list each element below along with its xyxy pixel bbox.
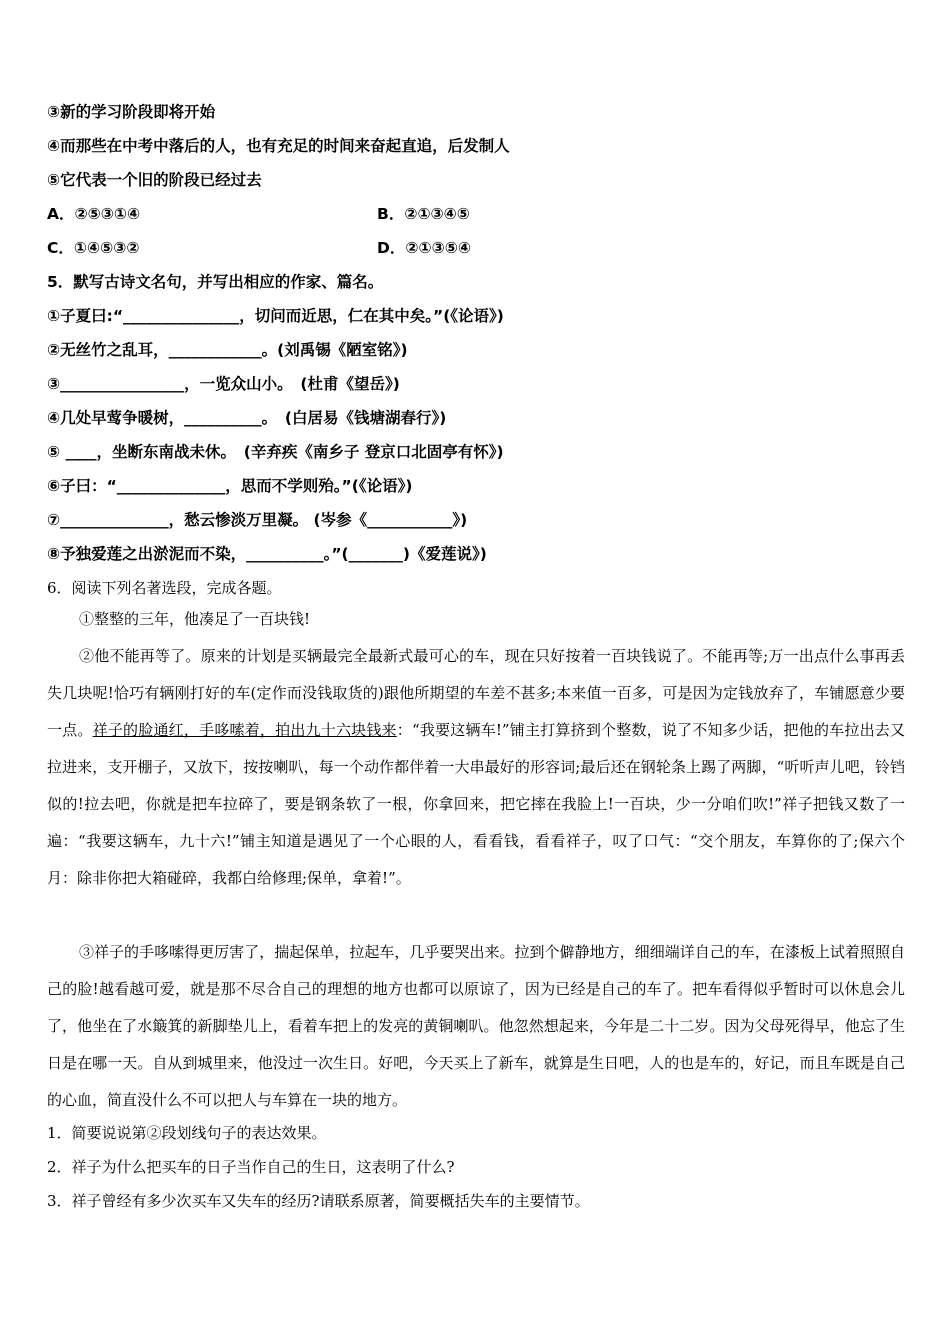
question-5-title: 5．默写古诗文名句，并写出相应的作家、篇名。: [47, 273, 384, 291]
passage-paragraph-1: [47, 601, 905, 638]
sentence-4: ④而那些在中考中落后的人，也有充足的时间来奋起直追，后发制人: [47, 137, 510, 155]
q5-item-5: ⑤ ____，坐断东南战未休。 (辛弃疾《南乡子 登京口北固亭有怀》): [47, 443, 504, 461]
passage-paragraph-2: [47, 638, 905, 897]
passage-p2-before: ②他不能再等了。原来的计划是买辆最完全最新式最可心的车，现在只好按着一百块钱说了。不能再等;万一出点什么事再丢失几块呢!恰巧有辆刚打好的车(定作而没钱取货的)跟他所期望的车差不甚多;本来值一百多，可是因为定钱放弃了，车铺愿意少要一点。: [47, 647, 905, 739]
passage-p3-text: ③祥子的手哆嗦得更厉害了，揣起保单，拉起车，几乎要哭出来。拉到个僻静地方，细细端详自己的车，在漆板上试着照照自己的脸!越看越可爱，就是那不尽合自己的理想的地方也都可以原谅了，因为已经是自己的车了。把车看得似乎暂时可以休息会儿了，他坐在了水簸箕的新脚垫儿上，看着车把上的发亮的黄铜喇叭。他忽然想起来，今年是二十二岁。因为父母死得早，他忘了生日是在哪一天。自从到城里来，他没过一次生日。好吧，今天买上了新车，就算是生日吧，人的也是车的，好记，而且车既是自己的心血，简直没什么不可以把人与车算在一块的地方。: [47, 943, 905, 1109]
options-row-1: [47, 203, 470, 225]
passage-p2-after: ：“我要这辆车!”铺主打算挤到个整数，说了不知多少话，把他的车拉出去又拉进来，支开棚子，又放下，按按喇叭，每一个动作都伴着一大串最好的形容词;最后还在钢轮条上踢了两脚，“听听声儿吧，铃铛似的!拉去吧，你就是把车拉碎了，要是钢条软了一根，你拿回来，把它摔在我脸上!一百块，少一分咱们吹!”祥子把钱又数了一遍：“我要这辆车，九十六!”铺主知道是遇见了一个心眼的人，看看钱，看看祥子，叹了口气：“交个朋友，车算你的了;保六个月：除非你把大箱碰碎，我都白给修理;保单，拿着!”。: [47, 721, 905, 887]
q5-item-3: ③________________，一览众山小。 (杜甫《望岳》): [47, 375, 400, 393]
q6-question-1: 1．简要说说第②段划线句子的表达效果。: [47, 1124, 327, 1142]
q5-item-6: ⑥子曰：“______________，思而不学则殆。”(《论语》): [47, 477, 413, 495]
question-6-title: 6．阅读下列名著选段，完成各题。: [47, 579, 282, 597]
sentence-5: ⑤它代表一个旧的阶段已经过去: [47, 171, 262, 189]
q6-question-3: 3．祥子曾经有多少次买车又失车的经历?请联系原著，简要概括失车的主要情节。: [47, 1192, 590, 1210]
passage-p1-text: ①整整的三年，他凑足了一百块钱!: [79, 610, 311, 628]
q5-item-7: ⑦______________，愁云惨淡万里凝。 (岑参《___________》): [47, 511, 468, 529]
passage-paragraph-3: [47, 934, 905, 1119]
q5-item-8: ⑧予独爱莲之出淤泥而不染，__________。”(_______)《爱莲说》): [47, 545, 487, 563]
q5-item-2: ②无丝竹之乱耳，____________。(刘禹锡《陋室铭》): [47, 341, 408, 359]
underlined-sentence: 祥子的脸通红，手哆嗦着，拍出九十六块钱来: [92, 721, 397, 739]
q5-item-1: ①子夏曰:“_______________，切问而近思，仁在其中矣。”(《论语》): [47, 307, 504, 325]
option-d[interactable]: D．②①③⑤④: [377, 239, 471, 257]
options-row-2: [47, 237, 471, 259]
sentence-3: ③新的学习阶段即将开始: [47, 103, 216, 121]
option-b[interactable]: B．②①③④⑤: [377, 205, 470, 223]
q5-item-4: ④几处早莺争暖树，__________。 (白居易《钱塘湖春行》): [47, 409, 447, 427]
option-c[interactable]: C．①④⑤③②: [47, 239, 140, 257]
option-a[interactable]: A．②⑤③①④: [47, 205, 141, 223]
q6-question-2: 2．祥子为什么把买车的日子当作自己的生日，这表明了什么?: [47, 1158, 455, 1176]
